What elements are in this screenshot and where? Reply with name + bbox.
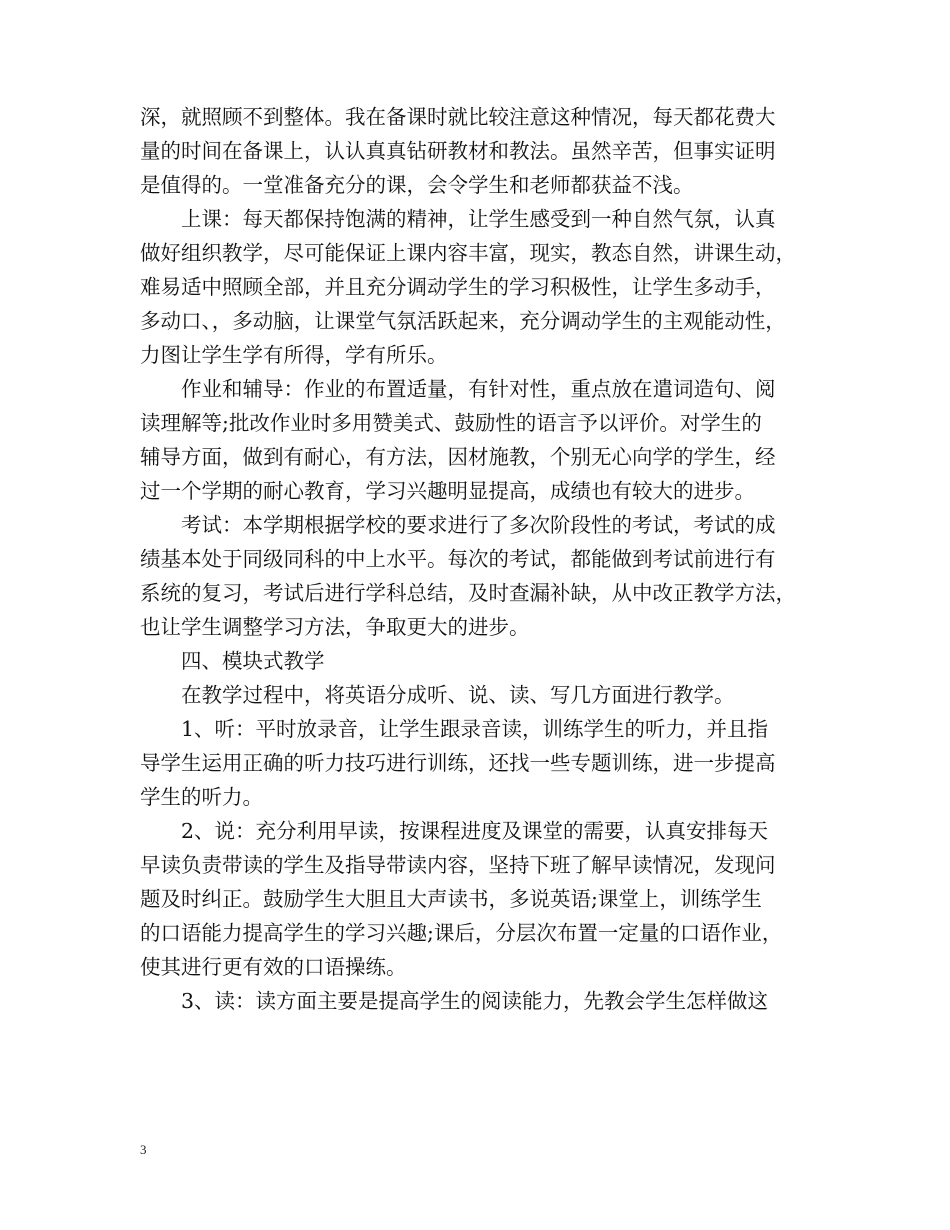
- text-line: 在教学过程中，将英语分成听、说、读、写几方面进行教学。: [181, 683, 735, 707]
- page-number: 3: [140, 1142, 147, 1157]
- text-line: 考试：本学期根据学校的要求进行了多次阶段性的考试，考试的成: [181, 513, 776, 537]
- text-line: 作业和辅导：作业的布置适量，有针对性，重点放在遣词造句、阅: [181, 377, 776, 401]
- text-line: 早读负责带读的学生及指导带读内容，坚持下班了解早读情况，发现问: [140, 853, 776, 877]
- text-line: 过一个学期的耐心教育，学习兴趣明显提高，成绩也有较大的进步。: [140, 479, 755, 503]
- text-line: 系统的复习，考试后进行学科总结，及时查漏补缺，从中改正教学方法，: [140, 581, 796, 605]
- text-line: 3、读：读方面主要是提高学生的阅读能力，先教会学生怎样做这: [181, 989, 769, 1013]
- text-line: 也让学生调整学习方法，争取更大的进步。: [140, 615, 530, 639]
- text-line: 多动口、，多动脑，让课堂气氛活跃起来，充分调动学生的主观能动性，: [140, 309, 786, 333]
- section-heading: 四、模块式教学: [181, 649, 325, 673]
- text-line: 量的时间在备课上，认认真真钻研教材和教法。虽然辛苦，但事实证明: [140, 139, 776, 163]
- text-line: 导学生运用正确的听力技巧进行训练，还找一些专题训练，进一步提高: [140, 751, 776, 775]
- text-line: 读理解等;批改作业时多用赞美式、鼓励性的语言予以评价。对学生的: [140, 411, 762, 435]
- text-line: 题及时纠正。鼓励学生大胆且大声读书，多说英语;课堂上，训练学生: [140, 887, 762, 911]
- text-line: 绩基本处于同级同科的中上水平。每次的考试，都能做到考试前进行有: [140, 547, 776, 571]
- text-line: 上课：每天都保持饱满的精神，让学生感受到一种自然气氛，认真: [181, 207, 776, 231]
- text-line: 1、听：平时放录音，让学生跟录音读，训练学生的听力，并且指: [181, 717, 769, 741]
- text-line: 力图让学生学有所得，学有所乐。: [140, 343, 448, 367]
- text-line: 是值得的。一堂准备充分的课，会令学生和老师都获益不浅。: [140, 173, 694, 197]
- text-line: 学生的听力。: [140, 785, 263, 809]
- text-line: 使其进行更有效的口语操练。: [140, 955, 407, 979]
- text-line: 深，就照顾不到整体。我在备课时就比较注意这种情况，每天都花费大: [140, 105, 776, 129]
- text-line: 2、说：充分利用早读，按课程进度及课堂的需要，认真安排每天: [181, 819, 769, 843]
- text-line: 辅导方面，做到有耐心，有方法，因材施教，个别无心向学的学生，经: [140, 445, 776, 469]
- text-line: 难易适中照顾全部，并且充分调动学生的学习积极性，让学生多动手，: [140, 275, 776, 299]
- text-line: 的口语能力提高学生的学习兴趣;课后，分层次布置一定量的口语作业，: [140, 921, 783, 945]
- text-line: 做好组织教学，尽可能保证上课内容丰富，现实，教态自然，讲课生动，: [140, 241, 796, 265]
